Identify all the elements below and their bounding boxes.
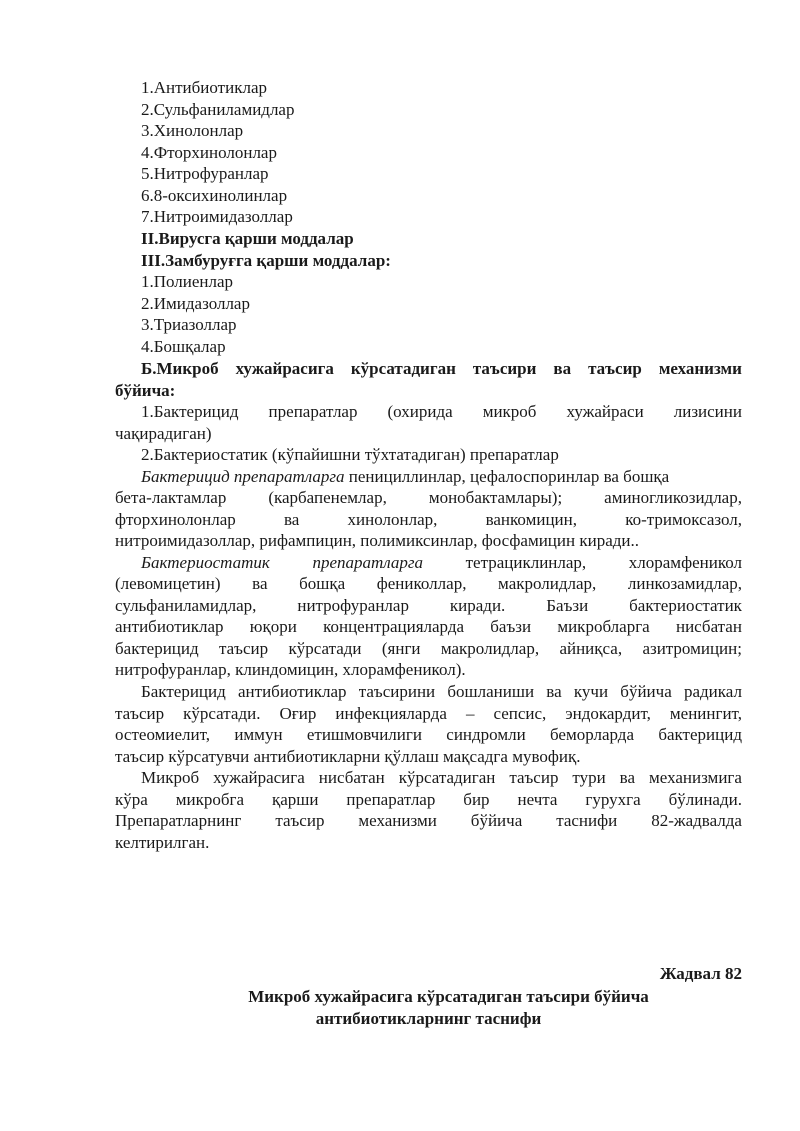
table-title-line-2: антибиотикларнинг таснифи xyxy=(315,1009,542,1028)
word: таснифи xyxy=(556,811,618,830)
word: – xyxy=(465,703,475,723)
word: инфекцияларда xyxy=(335,703,447,723)
paragraph-line: нитроимидазоллар, рифампицин, полимиксинлар, фосфамицин киради.. xyxy=(115,531,640,550)
table-label: Жадвал 82 xyxy=(659,964,742,983)
word: таъсир xyxy=(509,768,559,787)
word: концентрацияларда xyxy=(323,617,465,636)
word: кўрсатадиган xyxy=(398,768,496,787)
word: таъсир xyxy=(219,638,269,658)
word: сепсис, xyxy=(493,703,547,723)
word: монобактамлары); xyxy=(428,488,563,507)
word: Препаратларнинг xyxy=(115,811,242,830)
paragraph-line xyxy=(115,595,742,617)
word: менингит, xyxy=(669,703,742,723)
paragraph-line xyxy=(115,789,742,811)
word: бўлинади. xyxy=(668,789,742,809)
word: таъсир xyxy=(275,811,325,830)
word: хлорамфеникол xyxy=(628,552,742,572)
word: линкозамидлар, xyxy=(627,574,742,593)
word: микробларга xyxy=(557,617,650,636)
word: хужайрасига xyxy=(235,359,334,378)
word: бошқа xyxy=(299,574,346,593)
word: (левомицетин) xyxy=(115,574,221,593)
word: остеомиелит, xyxy=(115,725,211,744)
word: ва xyxy=(546,682,562,701)
word: нечта xyxy=(517,789,558,809)
list-item: 1.Антибиотиклар xyxy=(141,78,267,97)
word: аминогликозидлар, xyxy=(604,488,742,507)
word: нисбатан xyxy=(318,768,385,787)
list-item: 2.Сульфаниламидлар xyxy=(141,99,295,119)
paragraph-line xyxy=(115,724,742,746)
word: қарши xyxy=(271,789,319,809)
paragraph-radical xyxy=(141,681,742,703)
word: радикал xyxy=(683,682,742,701)
section-heading-b-cont: бўйича: xyxy=(115,381,176,400)
text: пенициллинлар, цефалоспоринлар ва бошқа xyxy=(348,466,670,486)
classification-item-2: 2.Бактериостатик (кўпайишни тўхтатадиган) препаратлар xyxy=(141,445,559,464)
word: препаратлар xyxy=(268,402,358,421)
word: Оғир xyxy=(279,703,317,723)
word: киради. xyxy=(449,595,506,615)
section-heading-antiviral: II.Вирусга қарши моддалар xyxy=(141,229,354,248)
word: (янги xyxy=(381,638,421,658)
paragraph-bacteriostatic xyxy=(141,552,742,574)
word: кўра xyxy=(115,789,148,809)
word: айниқса, xyxy=(559,638,623,658)
word: механизми xyxy=(658,359,742,378)
italic-term: Бактериостатик xyxy=(141,552,270,572)
paragraph-line xyxy=(115,703,742,725)
word: фениколлар, xyxy=(376,574,467,593)
word: фторхинолонлар xyxy=(115,509,236,529)
word: нитрофуранлар xyxy=(297,595,409,615)
word: микробга xyxy=(175,789,245,809)
word: ва xyxy=(284,509,300,529)
word: гурухга xyxy=(585,789,641,809)
word: баъзи xyxy=(490,617,532,636)
word: хинолонлар, xyxy=(347,509,438,529)
word: антибиотиклар xyxy=(115,617,224,636)
word: таъсир xyxy=(588,359,642,378)
word: таъсир xyxy=(115,703,165,723)
list-item: 3.Триазоллар xyxy=(141,315,237,334)
word: лизисини xyxy=(673,402,742,421)
word: тури xyxy=(572,768,606,787)
word: Микроб xyxy=(141,768,200,787)
word: Бактерицид xyxy=(141,682,226,701)
word: синдромли xyxy=(446,725,526,744)
word: (карбапенемлар, xyxy=(268,488,387,507)
word: етишмовчилиги xyxy=(306,725,422,744)
italic-term: Бактерицид препаратларга xyxy=(141,466,345,486)
paragraph-line: таъсир кўрсатувчи антибиотикларни қўллаш мақсадга мувофиқ. xyxy=(115,746,581,766)
word: макролидлар, xyxy=(440,638,540,658)
word: нисбатан xyxy=(675,617,742,636)
list-item: 2.Имидазоллар xyxy=(141,293,250,313)
word: азитромицин; xyxy=(642,638,742,658)
word: Баъзи xyxy=(546,595,589,615)
word: ванкомицин, xyxy=(485,509,577,529)
table-title-line-1: Микроб хужайрасига кўрсатадиган таъсири бўйича xyxy=(248,987,649,1006)
word: ко-тримоксазол, xyxy=(625,509,742,529)
word: бактериостатик xyxy=(629,595,742,615)
word: механизми xyxy=(358,811,437,830)
word: (охирида xyxy=(387,402,453,421)
word: бета-лактамлар xyxy=(115,488,227,507)
word: антибиотиклар xyxy=(238,682,347,701)
list-item: 6.8-оксихинолинлар xyxy=(141,185,288,205)
section-heading-b xyxy=(141,358,742,380)
word: эндокардит, xyxy=(565,703,651,723)
paragraph-line xyxy=(115,487,742,509)
word: механизмига xyxy=(648,768,742,787)
list-item: 1.Полиенлар xyxy=(141,272,234,291)
word: кўрсатади xyxy=(288,638,362,658)
word: таъсири xyxy=(472,359,537,378)
list-item: 4.Бошқалар xyxy=(141,336,226,356)
word: бўйича xyxy=(620,682,672,701)
word: бир xyxy=(463,789,490,809)
word: бактерицид xyxy=(658,725,742,744)
paragraph-line xyxy=(115,616,742,638)
word: ва xyxy=(252,574,268,593)
paragraph-line xyxy=(115,810,742,832)
word: бошланиши xyxy=(447,682,535,701)
paragraph-bactericidal xyxy=(141,466,742,488)
paragraph-line xyxy=(115,509,742,531)
word: макролидлар, xyxy=(498,574,597,593)
classification-item-1-cont: чақирадиган) xyxy=(115,423,212,443)
word: 82-жадвалда xyxy=(651,811,742,830)
word: кучи xyxy=(573,682,609,701)
word: кўрсатадиган xyxy=(350,359,456,378)
word: микроб xyxy=(482,402,537,421)
paragraph-line: келтирилган. xyxy=(115,832,210,852)
paragraph-line xyxy=(115,573,742,595)
word: хужайраси xyxy=(566,402,644,421)
paragraph-line: нитрофуранлар, клиндомицин, хлорамфеникол). xyxy=(115,660,466,679)
list-item: 4.Фторхинолонлар xyxy=(141,142,277,162)
word: Б.Микроб xyxy=(141,359,219,378)
word: юқори xyxy=(249,617,297,636)
paragraph-line xyxy=(115,638,742,660)
word: беморларда xyxy=(550,725,635,744)
section-heading-antifungal: III.Замбуруғга қарши моддалар: xyxy=(141,251,391,270)
list-item: 3.Хинолонлар xyxy=(141,121,244,140)
word: ва xyxy=(553,359,572,378)
word: кўрсатади. xyxy=(183,703,261,723)
word: тетрациклинлар, xyxy=(465,552,587,572)
word: хужайрасига xyxy=(213,768,305,787)
italic-term: препаратларга xyxy=(312,552,424,572)
classification-item-1 xyxy=(141,401,742,423)
word: 1.Бактерицид xyxy=(141,402,239,421)
word: препаратлар xyxy=(346,789,436,809)
list-item: 7.Нитроимидазоллар xyxy=(141,207,293,226)
paragraph-classification xyxy=(141,767,742,789)
list-item: 5.Нитрофуранлар xyxy=(141,164,269,183)
word: бўйича xyxy=(470,811,523,830)
word: бактерицид xyxy=(115,638,199,658)
word: таъсирини xyxy=(358,682,436,701)
word: иммун xyxy=(234,725,283,744)
word: ва xyxy=(619,768,636,787)
word: сульфаниламидлар, xyxy=(115,595,257,615)
